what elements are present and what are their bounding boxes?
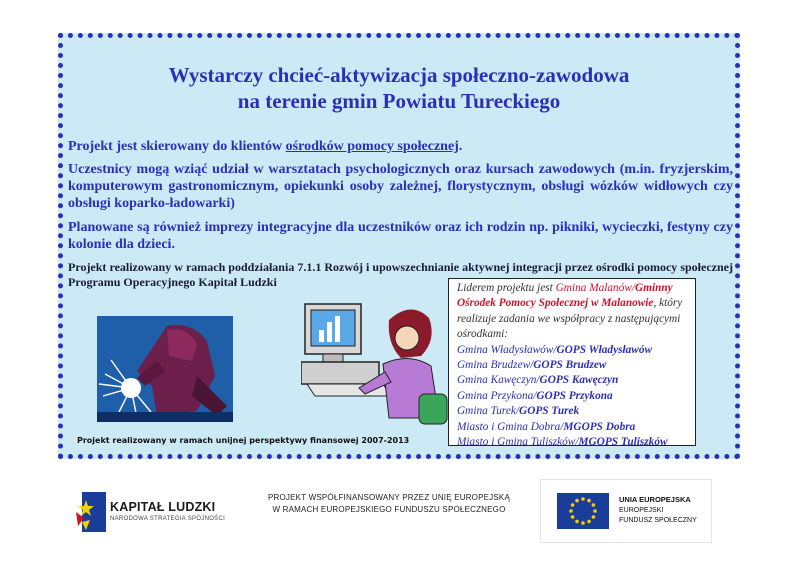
poster-title <box>63 62 735 114</box>
kapital-ludzki-subtitle: NARODOWA STRATEGIA SPÓJNOŚCI <box>110 516 226 522</box>
eu-logo <box>540 479 712 543</box>
partner-row: Gmina Kawęczyn/GOPS Kawęczyn <box>457 374 619 387</box>
title-line-1: Wystarczy chcieć-aktywizacja społeczno-zawodowa <box>168 63 630 87</box>
eu-flag-icon <box>557 493 609 529</box>
link-osrodki[interactable]: ośrodków pomocy społecznej <box>285 139 459 154</box>
paragraph-events: Planowane są również imprezy integracyjne dla uczestników oraz ich rodzin np. pikniki, wycieczki, festyny czy kolonie dla dzieci. <box>68 220 733 252</box>
footer-logos <box>0 470 800 550</box>
partner-row: Gmina Turek/GOPS Turek <box>457 405 580 418</box>
paragraph-target-group: Projekt jest skierowany do klientów ośrodków pomocy społecznej. <box>68 139 463 154</box>
welder-clipart <box>97 316 233 422</box>
title-line-2: na terenie gmin Powiatu Tureckiego <box>237 89 561 113</box>
kapital-ludzki-logo-icon <box>72 492 106 532</box>
eu-subtitle: EUROPEJSKI FUNDUSZ SPOŁECZNY <box>619 507 697 524</box>
poster-frame <box>58 33 740 459</box>
partner-row: Gmina Przykona/GOPS Przykona <box>457 389 613 402</box>
leader-gmina: Gmina Malanów/ <box>555 282 636 294</box>
leader-box: Liderem projektu jest Gmina Malanów/Gminny Ośrodek Pomocy Społecznej w Malanowie, który realizuje zadania we współpracy z następującymi ośrodkami: Gmina Władysławów/GOPS Władysławów Gmina Brudzew/GOPS Brudzew Gmina Kawęczyn/GOPS Kawęczyn Gmina Przykona/GOPS Przykona Gmina Turek/GOPS Turek Miasto i Gmina Dobra/MGOPS Dobra Miasto i Gmina Tuliszków/MGOPS Tuliszków <box>448 278 696 446</box>
paragraph-workshops: Uczestnicy mogą wziąć udział w warsztatach psychologicznych oraz kursach zawodowych (m.in. fryzjerskim, komputerowym gastronomicznym, opiekunki osoby zależnej, florystycznym, obsługi wózków widłowych czy obsługi koparko-ładowarki) <box>68 162 733 211</box>
partner-row: Gmina Brudzew/GOPS Brudzew <box>457 359 607 372</box>
eu-title: UNIA EUROPEJSKA <box>619 495 691 504</box>
partner-row: Miasto i Gmina Tuliszków/MGOPS Tuliszków <box>457 436 668 449</box>
partner-row: Miasto i Gmina Dobra/MGOPS Dobra <box>457 420 636 433</box>
caption-perspective: Projekt realizowany w ramach unijnej perspektywy finansowej 2007-2013 <box>77 436 410 445</box>
computer-user-clipart <box>301 300 451 426</box>
partner-row: Gmina Władysławów/GOPS Władysławów <box>457 343 653 356</box>
paragraph-program: Projekt realizowany w ramach poddziałania 7.1.1 Rozwój i upowszechnianie aktywnej integracji przez ośrodki pomocy społecznej Programu Operacyjnego Kapitał Ludzki <box>68 260 733 289</box>
kapital-ludzki-title: KAPITAŁ LUDZKI <box>110 500 216 514</box>
cofinancing-note: PROJEKT WSPÓŁFINANSOWANY PRZEZ UNIĘ EUROPEJSKĄ W RAMACH EUROPEJSKIEGO FUNDUSZU SPOŁECZNEGO <box>268 493 510 514</box>
leader-osrodek: Gminny Ośrodek Pomocy Społecznej w Malanowie <box>457 282 673 310</box>
